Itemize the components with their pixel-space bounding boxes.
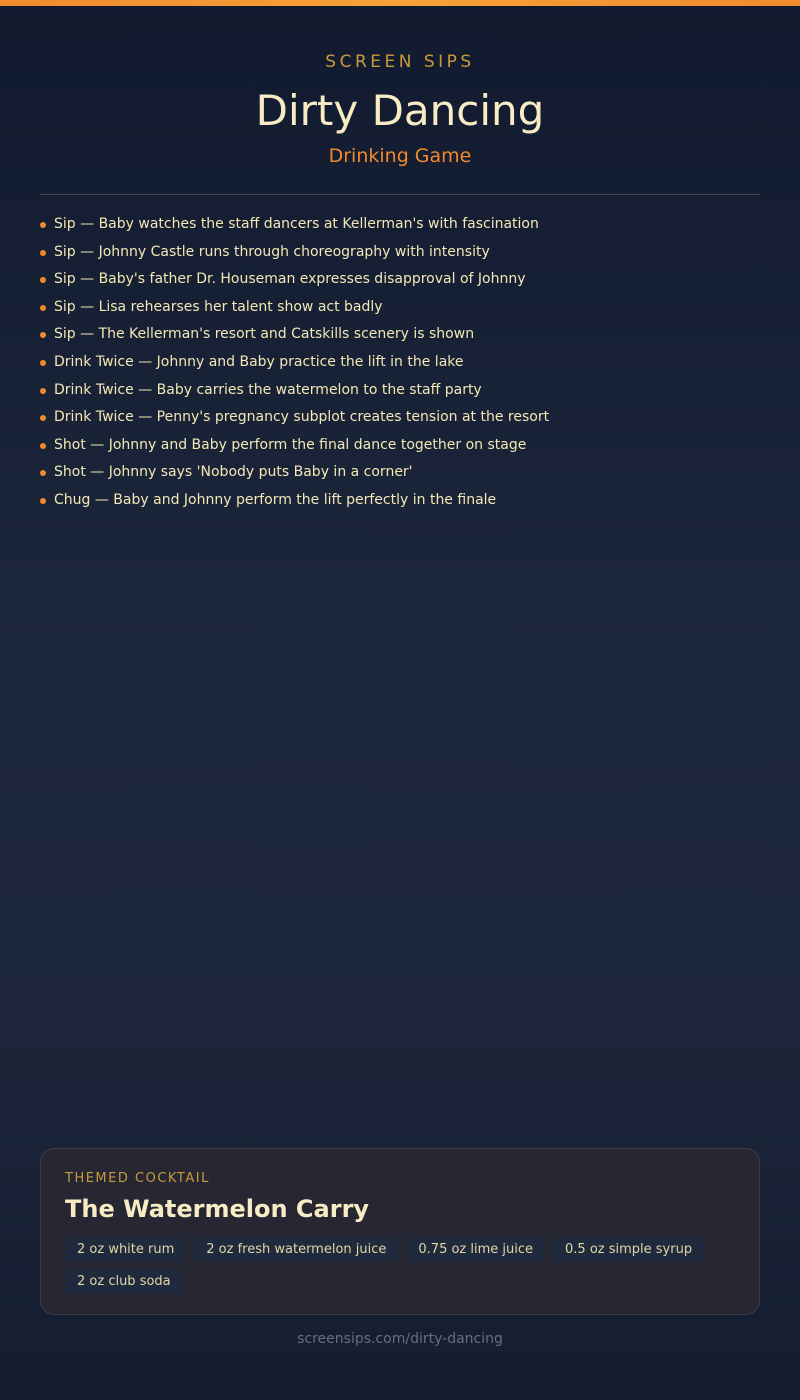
rule-item	[40, 459, 760, 487]
ingredient-chip: 2 oz club soda	[65, 1270, 183, 1294]
rule-text: Sip — Johnny Castle runs through choreography with intensity	[54, 243, 490, 260]
bullet-dot-icon	[40, 498, 46, 504]
cocktail-section-label: THEMED COCKTAIL	[65, 1171, 210, 1186]
rule-item	[40, 432, 760, 460]
page-title: Dirty Dancing	[255, 86, 545, 135]
ingredient-chip: 2 oz fresh watermelon juice	[194, 1238, 398, 1262]
bullet-dot-icon	[40, 388, 46, 394]
bullet-dot-icon	[40, 360, 46, 366]
rule-text: Sip — The Kellerman's resort and Catskills scenery is shown	[54, 326, 475, 343]
rule-text: Shot — Johnny and Baby perform the final dance together on stage	[54, 436, 527, 453]
bullet-dot-icon	[40, 250, 46, 256]
rule-text: Chug — Baby and Johnny perform the lift perfectly in the finale	[54, 491, 497, 508]
ingredient-list	[65, 1238, 745, 1294]
top-accent-bar	[0, 0, 800, 6]
rule-item	[40, 294, 760, 322]
rule-item	[40, 266, 760, 294]
cocktail-name: The Watermelon Carry	[65, 1195, 370, 1223]
bullet-dot-icon	[40, 443, 46, 449]
rule-item	[40, 377, 760, 405]
bullet-dot-icon	[40, 415, 46, 421]
rule-item	[40, 404, 760, 432]
ingredient-chip: 0.5 oz simple syrup	[553, 1238, 704, 1262]
cocktail-card	[40, 1148, 760, 1315]
header-divider	[40, 194, 760, 195]
bullet-dot-icon	[40, 277, 46, 283]
rule-text: Shot — Johnny says 'Nobody puts Baby in a corner'	[54, 464, 413, 481]
bullet-dot-icon	[40, 332, 46, 338]
rule-text: Drink Twice — Baby carries the watermelon to the staff party	[54, 381, 482, 398]
rule-item	[40, 321, 760, 349]
rule-text: Drink Twice — Johnny and Baby practice the lift in the lake	[54, 353, 464, 370]
rule-item	[40, 211, 760, 239]
bullet-dot-icon	[40, 470, 46, 476]
ingredient-chip: 0.75 oz lime juice	[406, 1238, 545, 1262]
bullet-dot-icon	[40, 305, 46, 311]
page-subtitle: Drinking Game	[328, 145, 472, 167]
rule-item	[40, 239, 760, 267]
footer-url: screensips.com/dirty-dancing	[297, 1331, 503, 1347]
rules-list	[40, 211, 760, 515]
rule-item	[40, 487, 760, 515]
rule-text: Drink Twice — Penny's pregnancy subplot creates tension at the resort	[54, 409, 550, 426]
bullet-dot-icon	[40, 222, 46, 228]
rule-text: Sip — Baby watches the staff dancers at Kellerman's with fascination	[54, 216, 539, 232]
brand-name: SCREEN SIPS	[325, 52, 475, 72]
rule-text: Sip — Baby's father Dr. Houseman expresses disapproval of Johnny	[54, 271, 526, 288]
rule-text: Sip — Lisa rehearses her talent show act badly	[54, 298, 383, 315]
rule-item	[40, 349, 760, 377]
ingredient-chip: 2 oz white rum	[65, 1238, 186, 1262]
